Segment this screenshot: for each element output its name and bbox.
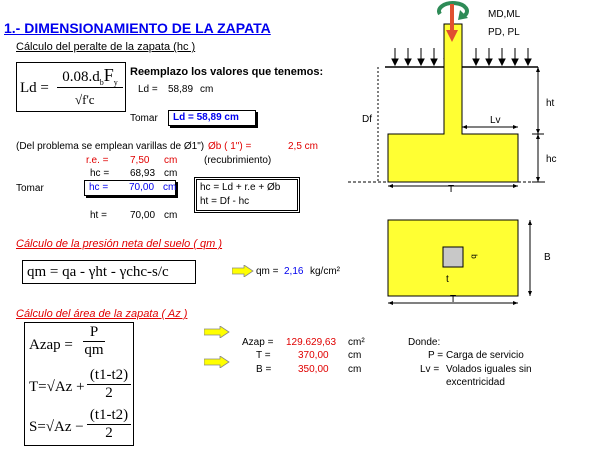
hc-box-unit: cm (163, 182, 177, 193)
reemplazo-text: Reemplazo los valores que tenemos: (130, 66, 324, 78)
re-value: 7,50 (130, 155, 150, 166)
qm-result-label: qm = (256, 266, 279, 277)
ht-unit: cm (164, 210, 178, 221)
re-label: r.e. = (86, 155, 109, 166)
ht-label: ht = (90, 210, 107, 221)
azap-formula-den: qm (84, 342, 104, 358)
footing-shape (388, 24, 518, 182)
qm-result-value: 2,16 (284, 266, 304, 277)
t-label: T = (256, 350, 271, 361)
db-value: 2,5 cm (288, 141, 319, 152)
tomar-label: Tomar (130, 113, 158, 124)
eq-hc: hc = Ld + r.e + Øb (200, 182, 281, 193)
hc-equations-box (196, 179, 298, 211)
tomar2-label: Tomar (16, 183, 44, 194)
footing-elevation-diagram (340, 0, 560, 205)
azap-formula-num: P (83, 324, 105, 342)
plan-column-rect (443, 247, 463, 267)
t-formula-lhs: T=√Az + (29, 379, 85, 395)
hc-unit: cm (164, 168, 178, 179)
hc-label: hc = (90, 168, 110, 179)
area-subtitle: Cálculo del área de la zapata ( Az ) (16, 308, 188, 320)
footing-plan-diagram (380, 210, 570, 310)
ld-unit: cm (200, 84, 214, 95)
df-label: Df (362, 114, 372, 125)
eq-ht: ht = Df - hc (200, 196, 250, 207)
b-label: B = (256, 364, 272, 375)
ld-num-fsub: y (113, 78, 118, 87)
ld-num-f: F (103, 65, 114, 85)
t-value: 370,00 (298, 350, 329, 361)
t-formula-den: 2 (105, 385, 113, 401)
ld-formula-denominator: √f'c (75, 92, 95, 107)
t-formula-num: (t1-t2) (87, 367, 131, 385)
t-unit: cm (348, 350, 362, 361)
hc-value: 68,93 (130, 168, 156, 179)
md-ml-label: MD,ML (488, 9, 521, 20)
plan-small-t-label: t (446, 274, 449, 285)
t-dim-label: T (448, 184, 455, 195)
lv-def: Volados iguales sin (446, 364, 532, 375)
s-formula-lhs: S=√Az − (29, 419, 84, 435)
axial-load-shaft (450, 4, 454, 32)
ht-value: 70,00 (130, 210, 156, 221)
b-value: 350,00 (298, 364, 329, 375)
s-formula-den: 2 (105, 425, 113, 441)
donde-label: Donde: (408, 337, 441, 348)
azap-unit: cm² (348, 337, 365, 348)
area-arrow-icon-1 (204, 326, 230, 338)
qm-formula-box: qm = qa - γht - γchc-s/c (22, 260, 196, 284)
azap-label: Azap = (242, 337, 274, 348)
tomar-hc-box (84, 180, 176, 196)
ld-formula-numerator (57, 65, 123, 88)
varillas-text: (Del problema se emplean varillas de Ø1") (16, 141, 205, 152)
plan-small-b-label: b (469, 254, 479, 259)
plan-b-label: B (544, 252, 551, 263)
p-def: Carga de servicio (446, 350, 524, 361)
b-unit: cm (348, 364, 362, 375)
lv-def2: excentricidad (446, 377, 505, 388)
hc-box-label: hc = (89, 182, 109, 193)
s-formula-num: (t1-t2) (87, 407, 131, 425)
p-def-label: P = (428, 350, 444, 361)
lv-dim-label: Lv (490, 115, 501, 126)
plan-t-label: T (450, 294, 457, 305)
azap-formula-lhs: Azap = (29, 337, 73, 353)
hc-dim-label: hc (546, 154, 557, 165)
section-heading: 1.- DIMENSIONAMIENTO DE LA ZAPATA (4, 20, 271, 36)
ld-formula-box (16, 62, 126, 112)
presion-subtitle: Cálculo de la presión neta del suelo ( qm ) (16, 238, 223, 250)
re-unit: cm (164, 155, 178, 166)
re-note: (recubrimiento) (204, 155, 272, 166)
ht-dim-label: ht (546, 98, 555, 109)
qm-result-unit: kg/cm² (310, 266, 340, 277)
db-label: Øb ( 1") = (208, 141, 252, 152)
area-formula-box (24, 322, 134, 446)
ld-value: 58,89 (168, 84, 194, 95)
peralte-subtitle: Cálculo del peralte de la zapata (hc ) (16, 41, 196, 53)
pd-pl-label: PD, PL (488, 27, 520, 38)
area-arrow-icon-2 (204, 356, 230, 368)
qm-arrow-icon (232, 265, 254, 277)
lv-def-label: Lv = (420, 364, 440, 375)
ld-formula-lhs: Ld = (20, 80, 49, 96)
azap-value: 129.629,63 (286, 337, 337, 348)
tomar-ld-box: Ld = 58,89 cm (168, 110, 256, 126)
ld-label: Ld = (138, 84, 158, 95)
hc-box-value: 70,00 (129, 182, 155, 193)
ld-num-sub: b (99, 78, 104, 87)
ld-num-text: 0.08.d (62, 69, 100, 85)
